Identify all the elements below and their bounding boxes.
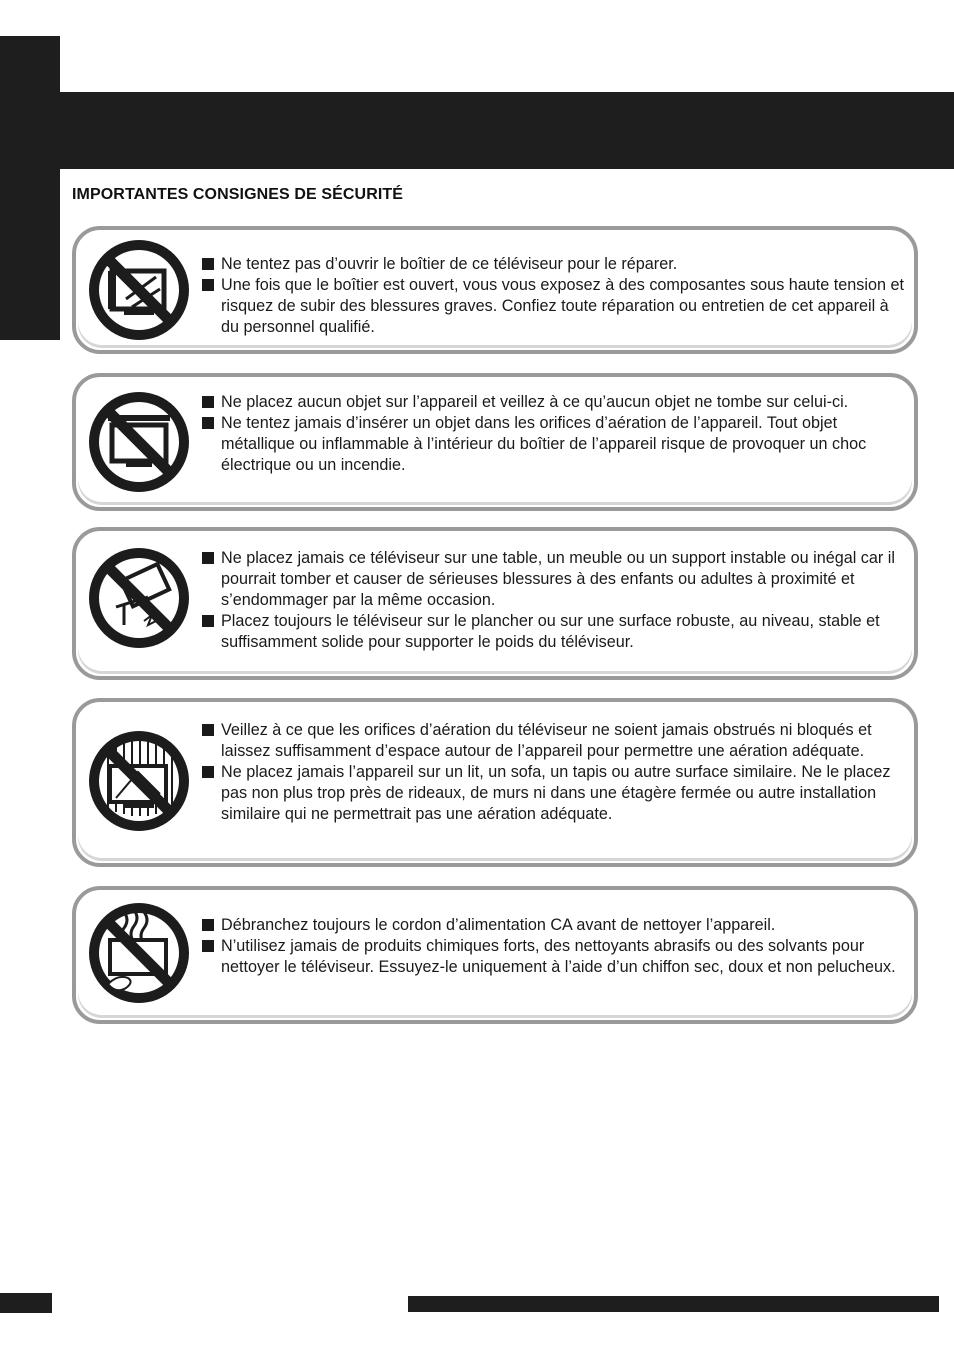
no-blocked-ventilation-icon	[86, 728, 192, 834]
footer-right-bar	[408, 1296, 939, 1312]
bullet-item: Ne placez jamais l’appareil sur un lit, un sofa, un tapis ou autre surface similaire. Ne le placez pas non plus trop près de rideaux, de murs ni dans une étagère fermée ou autre installation similaire qui ne permettrait pas une aération adéquate.	[201, 762, 904, 825]
safety-panel-2	[72, 373, 918, 511]
side-tab	[0, 36, 60, 340]
bullet-item: Ne tentez jamais d’insérer un objet dans les orifices d’aération de l’appareil. Tout objet métallique ou inflammable à l’intérieur du boîtier de l’appareil risque de provoquer un choc électrique ou un incendie.	[201, 413, 904, 476]
bullet-item: Ne placez aucun objet sur l’appareil et veillez à ce qu’aucun objet ne tombe sur celui-ci.	[201, 392, 904, 413]
bullet-item: Veillez à ce que les orifices d’aération du téléviseur ne soient jamais obstrués ni bloqués et laissez suffisamment d’espace autour de l’appareil pour permettre une aération adéquate.	[201, 720, 904, 762]
safety-panel-3	[72, 527, 918, 680]
bullet-item: Débranchez toujours le cordon d’alimentation CA avant de nettoyer l’appareil.	[201, 915, 904, 936]
bullet-list	[201, 548, 904, 653]
bullet-item: N’utilisez jamais de produits chimiques forts, des nettoyants abrasifs ou des solvants pour nettoyer le téléviseur. Essuyez-le uniquement à l’aide d’un chiffon sec, doux et non pelucheux.	[201, 936, 904, 978]
bullet-item: Ne placez jamais ce téléviseur sur une table, un meuble ou un support instable ou inégal car il pourrait tomber et causer de sérieuses blessures à des enfants ou adultes à proximité et s’endommager par la même occasion.	[201, 548, 904, 611]
bullet-item: Ne tentez pas d’ouvrir le boîtier de ce téléviseur pour le réparer.	[201, 254, 904, 275]
no-chemical-cleaning-icon	[86, 900, 192, 1006]
no-unstable-surface-icon	[86, 545, 192, 651]
bullet-list	[201, 915, 904, 978]
bullet-list	[201, 254, 904, 338]
bullet-list	[201, 720, 904, 825]
safety-panel-5	[72, 886, 918, 1024]
safety-panel-1	[72, 226, 918, 354]
no-open-tv-case-icon	[86, 237, 192, 343]
bullet-list	[201, 392, 904, 476]
header-bar	[0, 92, 954, 169]
no-objects-on-tv-icon	[86, 389, 192, 495]
safety-panel-4	[72, 698, 918, 867]
bullet-item: Placez toujours le téléviseur sur le plancher ou sur une surface robuste, au niveau, stable et suffisamment solide pour supporter le poids du téléviseur.	[201, 611, 904, 653]
section-title: IMPORTANTES CONSIGNES DE SÉCURITÉ	[72, 186, 404, 203]
footer-left-bar	[0, 1293, 52, 1313]
bullet-item: Une fois que le boîtier est ouvert, vous vous exposez à des composantes sous haute tension et risquez de subir des blessures graves. Confiez toute réparation ou entretien de cet appareil à du personnel qualifié.	[201, 275, 904, 338]
